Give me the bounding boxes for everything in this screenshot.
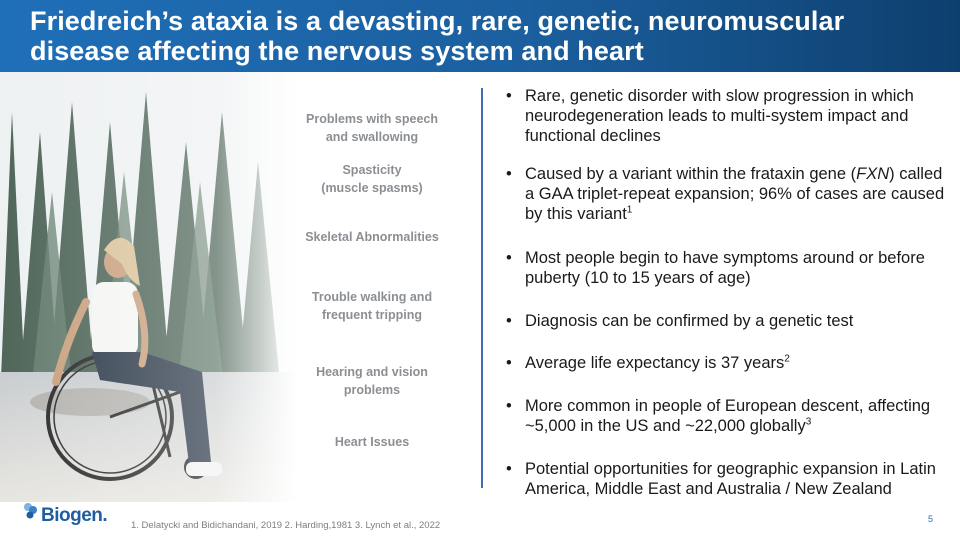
bullet-text-run: Average life expectancy is 37 years: [525, 354, 785, 372]
gene-symbol: FXN: [856, 165, 890, 183]
symptom-list: [282, 72, 462, 502]
vertical-divider: [481, 88, 483, 488]
bullet-item: [506, 396, 946, 436]
symptom-spasticity: Spasticity (muscle spasms): [321, 163, 423, 195]
bullet-text: [525, 164, 946, 224]
footnote-ref: 2: [784, 353, 790, 365]
bullet-dot: •: [506, 460, 512, 478]
symptom-walking: Trouble walking and frequent tripping: [311, 290, 433, 322]
bullet-dot: •: [506, 354, 512, 372]
symptom-hearing-vision: Hearing and vision problems: [316, 365, 428, 397]
biogen-logo: [22, 501, 112, 531]
footnote-ref: 1: [626, 204, 633, 216]
bullet-dot: •: [506, 249, 512, 267]
bullet-text-run: Caused by a variant within the frataxin gene (: [525, 165, 857, 183]
bullet-dot: •: [506, 87, 512, 105]
symptom-skeletal: Skeletal Abnormalities: [305, 230, 439, 244]
symptom-heart: Heart Issues: [334, 435, 410, 449]
bullet-text-run: Rare, genetic disorder with slow progression in which neurodegeneration leads to multi-system impact and functional declines: [525, 87, 914, 145]
bullet-item: [506, 353, 946, 373]
slide-title: Friedreich’s ataxia is a devasting, rare, genetic, neuromuscular disease affecting the nervous system and heart: [30, 6, 845, 66]
bullet-text: [525, 86, 946, 146]
bullet-dot: •: [506, 165, 512, 183]
bullet-item: [506, 164, 946, 224]
bullet-text: [525, 353, 946, 373]
bullet-text-run: More common in people of European descent, affecting ~5,000 in the US and ~22,000 globally: [525, 397, 931, 435]
bullet-item: [506, 311, 946, 331]
bullet-text: [525, 396, 946, 436]
symptom-speech-swallowing: Problems with speech and swallowing: [306, 112, 438, 144]
bullet-item: [506, 86, 946, 146]
bullet-text-run: Potential opportunities for geographic expansion in Latin America, Middle East and Australia / New Zealand: [525, 460, 936, 498]
bullet-text: [525, 311, 946, 331]
bullet-text-run: Diagnosis can be confirmed by a genetic test: [525, 312, 854, 330]
page-number: 5: [928, 514, 934, 524]
bullet-text-run: Most people begin to have symptoms around or before puberty (10 to 15 years of age): [525, 249, 925, 287]
bullet-text: [525, 248, 946, 288]
bullet-dot: •: [506, 397, 512, 415]
title-bar: [0, 0, 960, 72]
footnote-ref: 3: [805, 416, 812, 428]
logo-wordmark: Biogen.: [41, 505, 108, 526]
bullet-text: [525, 459, 946, 499]
bullet-dot: •: [506, 312, 512, 330]
footnote: 1. Delatycki and Bidichandani, 2019 2. Harding,1981 3. Lynch et al., 2022: [131, 520, 441, 531]
bullet-text-run: ) called a GAA triplet-repeat expansion; 96% of cases are caused by this variant: [525, 165, 945, 223]
bullet-item: [506, 459, 946, 499]
biogen-mark-icon: [22, 501, 42, 523]
bullet-item: [506, 248, 946, 288]
